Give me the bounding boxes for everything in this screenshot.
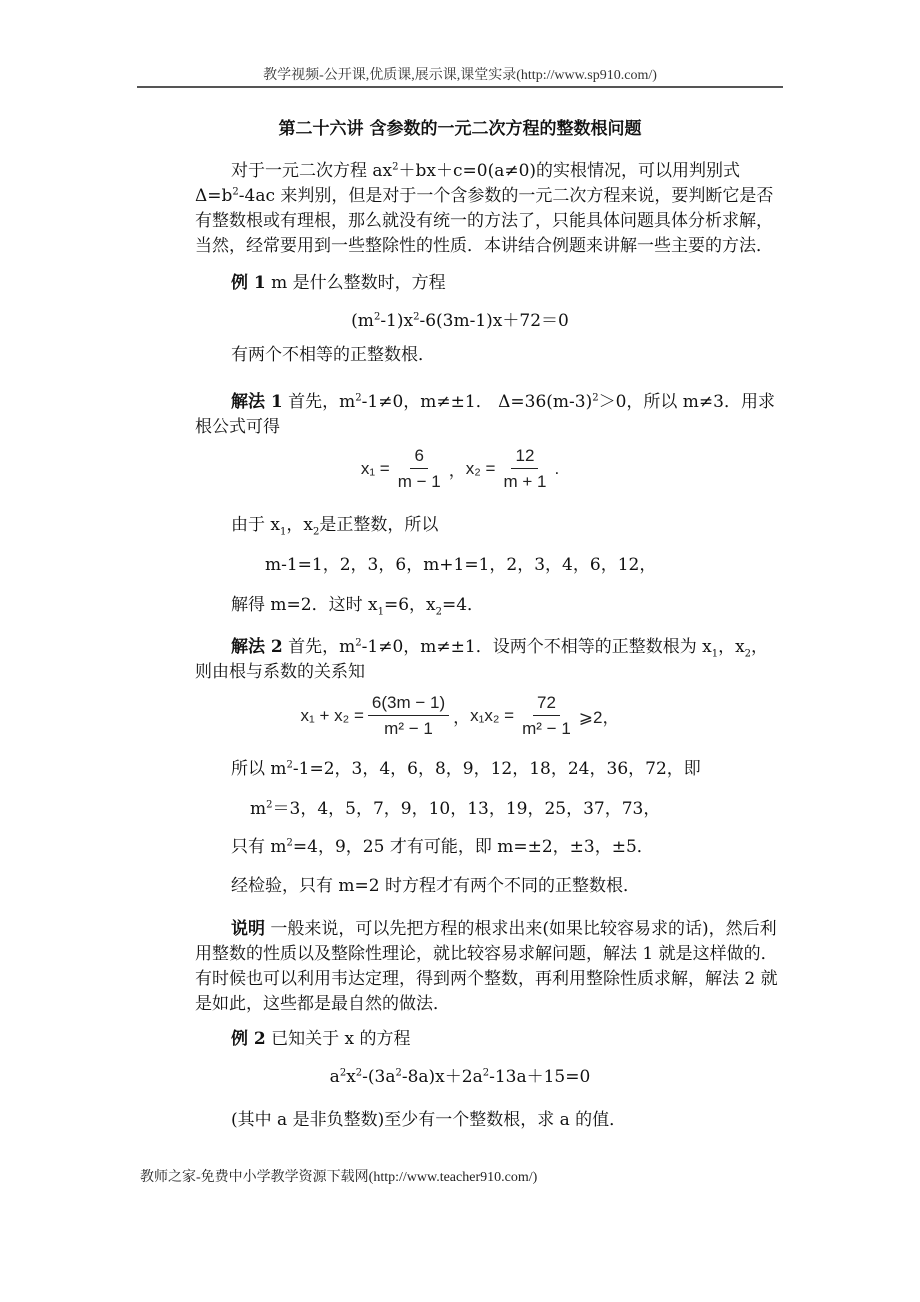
formula-lhs: x₁ + x₂ = [300, 705, 364, 725]
text-run: -1≠0，m≠±1． Δ=36(m-3) [361, 392, 593, 412]
text-run: ，则由根与系数的关系知 [195, 637, 769, 682]
text-run: m 是什么整数时，方程 [265, 273, 446, 293]
paragraph-ex1-cond [195, 343, 780, 368]
subscript: 1 [377, 606, 384, 618]
text-run: 所以 m [231, 759, 287, 779]
text-run: 已知关于 x 的方程 [265, 1029, 411, 1049]
paragraph-sol1-c [195, 593, 780, 618]
supscript: 2 [266, 799, 273, 811]
paragraph-ex1-eq [0, 309, 920, 334]
text-run: 由于 x [231, 515, 280, 535]
paragraph-sol2 [195, 635, 780, 685]
formula-lhs: x₁ = [360, 458, 390, 478]
text-run: m [250, 799, 267, 819]
text-run: =4． [441, 595, 485, 615]
text-run: ＋bx＋c=0(a≠0)的实根情况，可以用判别式Δ=b [195, 161, 741, 206]
subscript: 2 [435, 606, 442, 618]
supscript: 2 [232, 186, 239, 198]
text-run: 是正整数，所以 [319, 515, 439, 535]
bold-label: 例 2 [231, 1029, 266, 1049]
formula-roots [0, 443, 920, 494]
header-divider [137, 86, 783, 88]
paragraph-sol2-a [195, 757, 780, 782]
lecture-title: 第二十六讲 含参数的一元二次方程的整数根问题 [278, 119, 642, 139]
numerator: 72 [533, 690, 560, 716]
paragraph-note [195, 917, 780, 1017]
subscript: 2 [312, 526, 320, 538]
supscript: 2 [392, 161, 399, 173]
text-run: 首先，m [282, 637, 356, 657]
bold-label: 解法 2 [231, 637, 283, 657]
text-run: -6(3m-1)x＋72＝0 [419, 311, 569, 331]
text-run: ，x [718, 637, 745, 657]
formula-vieta [0, 690, 920, 741]
formula-end: ⩾2， [578, 708, 620, 727]
text-run: 一般来说，可以先把方程的根求出来(如果比较容易求的话)，然后利用整数的性质以及整除性理论，就比较容易求解问题，解法 1 就是这样做的．有时候也可以利用韦达定理，得到两个整数，再利用整除性质求解，解法 2 就是如此，这些都是最自然的做法． [195, 919, 778, 1014]
fraction [499, 443, 550, 494]
text-run: =6，x [383, 595, 436, 615]
supscript: 2 [592, 392, 599, 404]
text-run: ＞0，所以 m≠3．用求根公式可得 [195, 392, 775, 437]
subscript: 1 [711, 648, 719, 660]
text-run: 经检验，只有 m=2 时方程才有两个不同的正整数根． [231, 876, 640, 896]
subscript: 2 [744, 648, 752, 660]
subscript: 1 [280, 526, 287, 538]
text-run: 解得 m=2．这时 x [231, 595, 378, 615]
text-run: (其中 a 是非负整数)至少有一个整数根，求 a 的值． [231, 1110, 627, 1130]
numerator: 12 [511, 443, 538, 469]
denominator: m + 1 [503, 472, 547, 491]
paragraph-sol2-d [195, 874, 780, 899]
paragraph-sol1 [195, 390, 780, 440]
text-run: 首先，m [282, 392, 356, 412]
text-run: -1=2，3，4，6，8，9，12，18，24，36，72，即 [292, 759, 701, 779]
bold-label: 例 1 [231, 273, 266, 293]
paragraph-ex2 [195, 1027, 780, 1052]
paragraph-ex2-eq [0, 1065, 920, 1090]
supscript: 2 [355, 637, 362, 649]
separator: ， [448, 461, 466, 480]
paragraph-ex2-cond [195, 1108, 780, 1133]
paragraph-sol2-c [195, 835, 780, 860]
text-run: -13a＋15=0 [489, 1067, 591, 1087]
denominator: m² − 1 [384, 719, 433, 738]
text-run: m-1=1，2，3，6，m+1=1，2，3，4，6，12， [265, 555, 657, 575]
paragraph-ex1 [195, 271, 780, 296]
supscript: 2 [395, 1067, 402, 1079]
text-run: -8a)x＋2a [401, 1067, 483, 1087]
paragraph-sol1-b [195, 553, 780, 578]
paragraph-sol1-a [195, 513, 780, 538]
paragraph-intro [195, 159, 780, 259]
denominator: m² − 1 [522, 719, 571, 738]
text-run: -(3a [362, 1067, 396, 1087]
bold-label: 解法 1 [231, 392, 283, 412]
denominator: m − 1 [397, 472, 441, 491]
text-run: a [329, 1067, 340, 1087]
text-run: ＝3，4，5，7，9，10，13，19，25，37，73， [272, 799, 661, 819]
page-header: 教学视频-公开课,优质课,展示课,课堂实录(http://www.sp910.com/) [263, 68, 657, 83]
paragraph-sol2-b [195, 797, 780, 822]
text-run: 只有 m [231, 837, 287, 857]
supscript: 2 [355, 392, 362, 404]
supscript: 2 [482, 1067, 490, 1079]
supscript: 2 [373, 311, 381, 323]
document-body [0, 159, 920, 1187]
text-run: -4ac 来判别，但是对于一个含参数的一元二次方程来说，要判断它是否有整数根或有理根，那么就没有统一的方法了，只能具体问题具体分析求解，当然，经常要用到一些整除性的性质．本讲结合例题来讲解一些主要的方法． [195, 186, 774, 256]
text-run: 有两个不相等的正整数根． [231, 345, 435, 365]
formula-end: . [554, 458, 560, 478]
supscript: 2 [355, 1067, 363, 1079]
text-run: (m [351, 311, 374, 331]
separator: ， [453, 708, 471, 727]
supscript: 2 [413, 311, 420, 323]
text-run: 对于一元二次方程 ax [231, 161, 393, 181]
bold-label: 说明 [231, 919, 265, 939]
page-footer: 教师之家-免费中小学教学资源下载网(http://www.teacher910.com/) [140, 1170, 538, 1185]
text-run: x [346, 1067, 356, 1087]
text-run: =4，9，25 才有可能，即 m=±2，±3，±5． [292, 837, 654, 857]
supscript: 2 [339, 1067, 347, 1079]
fraction [394, 443, 445, 494]
fraction [368, 690, 449, 741]
text-run: -1≠0，m≠±1．设两个不相等的正整数根为 x [361, 637, 712, 657]
fraction [518, 690, 575, 741]
supscript: 2 [286, 837, 293, 849]
formula-lhs: x₁x₂ = [470, 705, 515, 725]
numerator: 6 [410, 443, 427, 469]
text-run: -1)x [380, 311, 414, 331]
text-run: ，x [286, 515, 313, 535]
formula-lhs: x₂ = [465, 458, 496, 478]
numerator: 6(3m − 1) [368, 690, 449, 716]
supscript: 2 [286, 759, 293, 771]
